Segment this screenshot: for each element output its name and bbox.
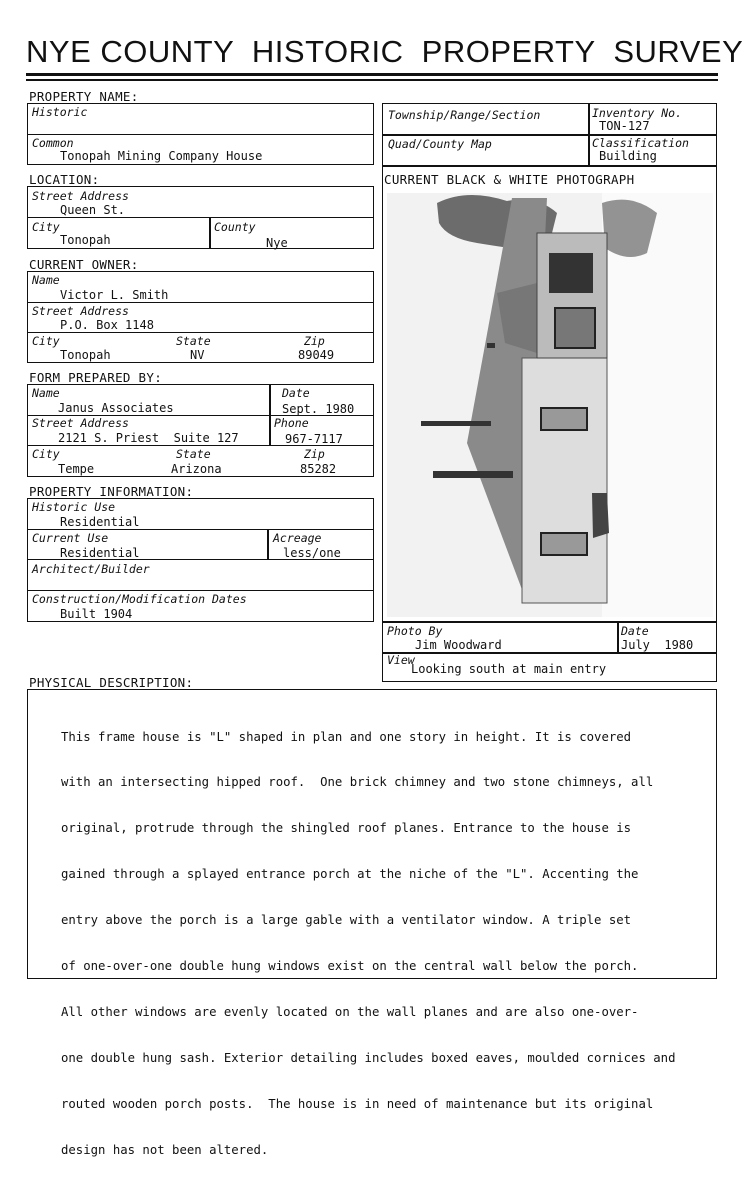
house-wall bbox=[522, 358, 607, 603]
owner-name-label: Name bbox=[32, 273, 60, 287]
inventory-number-value: TON-127 bbox=[599, 119, 650, 133]
prepared-date-value: Sept. 1980 bbox=[282, 402, 355, 416]
prepared-phone-label: Phone bbox=[274, 416, 309, 430]
common-name-value: Tonopah Mining Company House bbox=[60, 149, 263, 163]
quad-county-map-label: Quad/County Map bbox=[388, 137, 492, 151]
title-rule-top bbox=[26, 73, 718, 76]
photo-credit-box bbox=[382, 622, 717, 682]
owner-name-value: Victor L. Smith bbox=[60, 288, 169, 302]
prepared-name-label: Name bbox=[32, 386, 60, 400]
porch-opening bbox=[549, 253, 593, 293]
physical-description-box bbox=[27, 689, 717, 1157]
owner-heading: CURRENT OWNER: bbox=[29, 257, 139, 272]
location-box bbox=[27, 186, 374, 249]
property-name-heading: PROPERTY NAME: bbox=[29, 89, 139, 104]
architect-label: Architect/Builder bbox=[32, 562, 150, 576]
window-upper bbox=[541, 408, 587, 430]
inventory-number-label: Inventory No. bbox=[592, 106, 683, 120]
description-line: This frame house is "L" shaped in plan and one story in height. It is covered bbox=[61, 729, 632, 744]
prepared-zip-label: Zip bbox=[304, 447, 325, 461]
view-label: View bbox=[387, 653, 415, 667]
location-city-value: Tonopah bbox=[60, 233, 111, 247]
location-county-value: Nye bbox=[266, 236, 288, 250]
description-line: design has not been altered. bbox=[61, 1142, 269, 1157]
owner-zip-value: 89049 bbox=[298, 348, 335, 362]
photo-by-label: Photo By bbox=[387, 624, 443, 638]
owner-zip-label: Zip bbox=[304, 334, 325, 348]
description-line: routed wooden porch posts. The house is in need of maintenance but its original bbox=[61, 1096, 654, 1111]
current-use-label: Current Use bbox=[32, 531, 109, 545]
location-heading: LOCATION: bbox=[29, 172, 100, 187]
prepared-street-label: Street Address bbox=[32, 416, 129, 430]
prepared-state-label: State bbox=[176, 447, 211, 461]
window-lower bbox=[541, 533, 587, 555]
acreage-value: less/one bbox=[283, 546, 341, 560]
photograph-heading: CURRENT BLACK & WHITE PHOTOGRAPH bbox=[384, 172, 635, 187]
triple-window bbox=[555, 308, 595, 348]
property-name-box bbox=[27, 103, 374, 165]
photo-date-value: July 1980 bbox=[621, 638, 694, 652]
construction-dates-value: Built 1904 bbox=[60, 607, 133, 621]
form-title: NYE COUNTY HISTORIC PROPERTY SURVEY bbox=[26, 34, 744, 69]
chimney-small bbox=[487, 343, 495, 348]
house-photograph bbox=[387, 193, 713, 617]
owner-state-value: NV bbox=[190, 348, 205, 362]
prepared-phone-value: 967-7117 bbox=[285, 432, 343, 446]
prepared-by-box bbox=[27, 384, 374, 477]
prepared-state-value: Arizona bbox=[171, 462, 222, 476]
prepared-city-value: Tempe bbox=[58, 462, 95, 476]
historic-name-label: Historic bbox=[32, 105, 88, 119]
prepared-by-heading: FORM PREPARED BY: bbox=[29, 370, 163, 385]
chimney-upper bbox=[421, 421, 491, 426]
prepared-name-value: Janus Associates bbox=[58, 401, 174, 415]
snow-ground bbox=[602, 193, 713, 617]
description-line: All other windows are evenly located on the wall planes and are also one-over- bbox=[61, 1004, 639, 1019]
current-use-value: Residential bbox=[60, 546, 140, 560]
side-shrub bbox=[592, 493, 609, 538]
location-street-label: Street Address bbox=[32, 189, 129, 203]
construction-dates-label: Construction/Modification Dates bbox=[32, 592, 247, 606]
prepared-date-label: Date bbox=[282, 386, 310, 400]
property-info-heading: PROPERTY INFORMATION: bbox=[29, 484, 194, 499]
acreage-label: Acreage bbox=[273, 531, 322, 545]
title-rule-bottom bbox=[26, 79, 718, 81]
map-reference-box bbox=[382, 103, 717, 166]
chimney-lower bbox=[433, 471, 513, 478]
owner-city-label: City bbox=[32, 334, 60, 348]
physical-description-heading: PHYSICAL DESCRIPTION: bbox=[29, 675, 194, 690]
historic-use-label: Historic Use bbox=[32, 500, 116, 514]
common-name-label: Common bbox=[32, 136, 74, 150]
location-county-label: County bbox=[214, 220, 256, 234]
description-line: gained through a splayed entrance porch at the niche of the "L". Accenting the bbox=[61, 867, 639, 882]
description-line: with an intersecting hipped roof. One brick chimney and two stone chimneys, all bbox=[61, 775, 654, 790]
prepared-city-label: City bbox=[32, 447, 60, 461]
owner-street-value: P.O. Box 1148 bbox=[60, 318, 154, 332]
view-value: Looking south at main entry bbox=[411, 662, 607, 676]
description-line: original, protrude through the shingled roof planes. Entrance to the house is bbox=[61, 821, 632, 836]
photograph-box bbox=[382, 166, 717, 622]
owner-street-label: Street Address bbox=[32, 304, 129, 318]
description-line: one double hung sash. Exterior detailing includes boxed eaves, moulded cornices and bbox=[61, 1050, 676, 1065]
photo-by-value: Jim Woodward bbox=[415, 638, 502, 652]
physical-description-text bbox=[61, 699, 675, 1189]
classification-value: Building bbox=[599, 149, 657, 163]
location-street-value: Queen St. bbox=[60, 203, 126, 217]
location-city-label: City bbox=[32, 220, 60, 234]
prepared-zip-value: 85282 bbox=[300, 462, 337, 476]
historic-use-value: Residential bbox=[60, 515, 140, 529]
property-info-box bbox=[27, 498, 374, 622]
photo-date-label: Date bbox=[621, 624, 649, 638]
township-range-section-label: Township/Range/Section bbox=[388, 108, 541, 122]
owner-box bbox=[27, 271, 374, 363]
description-line: of one-over-one double hung windows exist on the central wall below the porch. bbox=[61, 959, 639, 974]
owner-city-value: Tonopah bbox=[60, 348, 111, 362]
description-line: entry above the porch is a large gable with a ventilator window. A triple set bbox=[61, 913, 632, 928]
classification-label: Classification bbox=[592, 136, 689, 150]
owner-state-label: State bbox=[176, 334, 211, 348]
prepared-street-value: 2121 S. Priest Suite 127 bbox=[58, 431, 239, 445]
